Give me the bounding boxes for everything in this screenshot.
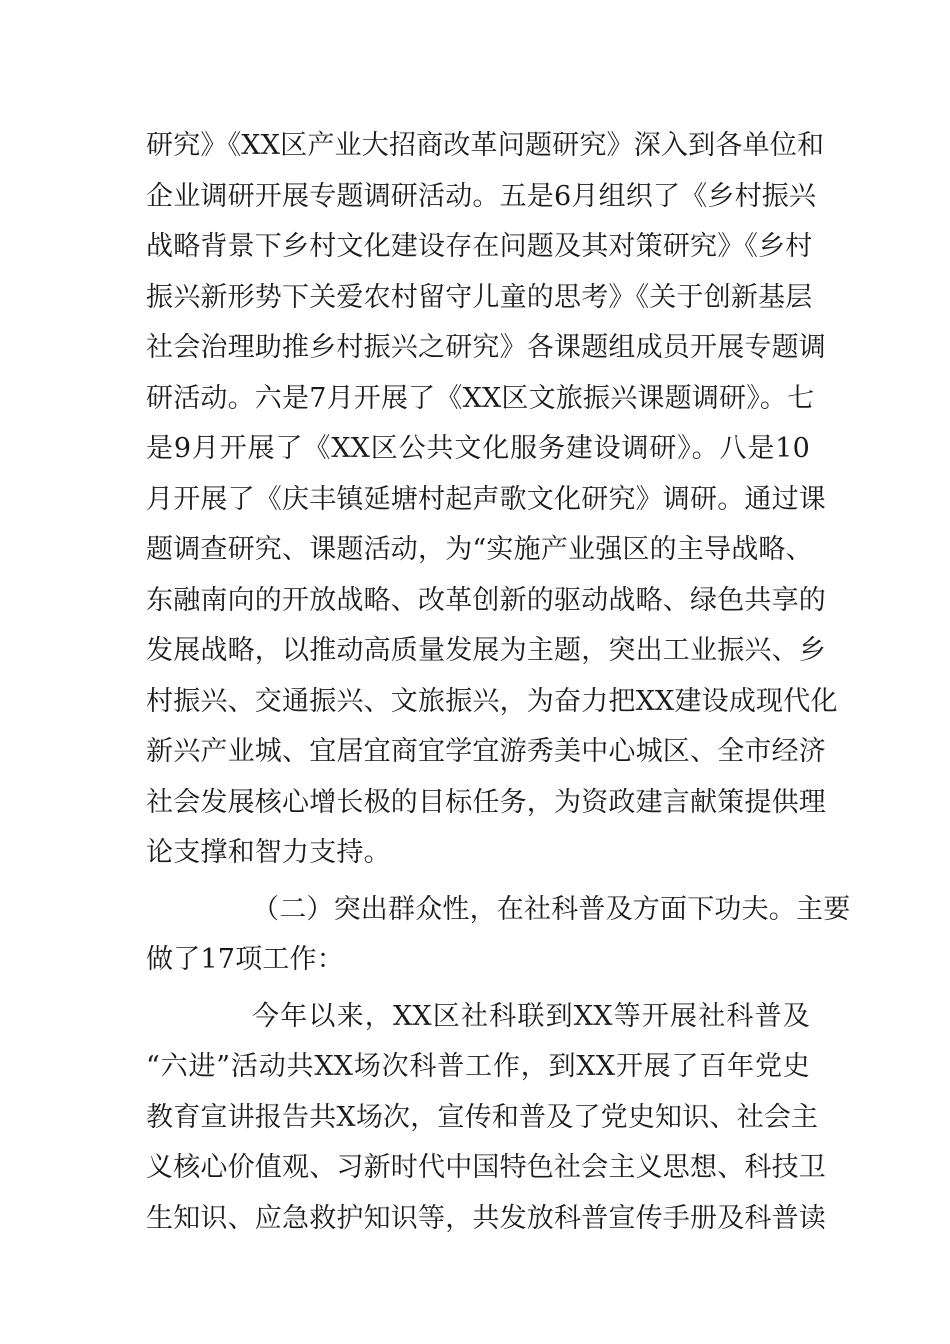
text-line: “六进”活动共XX场次科普工作，到XX开展了百年党史 [146,1051,810,1082]
section-heading-paragraph [146,885,851,986]
text-line: 研究》《XX区产业大招商改革问题研究》深入到各单位和 [146,130,825,161]
text-line: 教育宣讲报告共X场次，宣传和普及了党史知识、社会主 [146,1101,819,1133]
text-line: 研活动。六是7月开展了《XX区文旅振兴课题调研》。七 [146,382,815,414]
text-line: 村振兴、交通振兴、文旅振兴，为奋力把XX建设成现代化 [146,685,838,717]
text-line: 社会发展核心增长极的目标任务，为资政建言献策提供理 [146,786,826,818]
document-body [146,121,851,1244]
text-line: 东融南向的开放战略、改革创新的驱动战略、绿色共享的 [146,584,826,616]
text-line: 新兴产业城、宜居宜商宜学宜游秀美中心城区、全市经济 [146,736,826,767]
text-line: 做了17项工作： [146,944,344,975]
text-line: 战略背景下乡村文化建设存在问题及其对策研究》《乡村 [146,231,813,262]
text-line: 题调查研究、课题活动，为“实施产业强区的主导战略、 [146,534,813,565]
text-line: 论支撑和智力支持。 [146,837,391,868]
text-line: 月开展了《庆丰镇延塘村起声歌文化研究》调研。通过课 [146,483,826,515]
paragraph-science-popularization [146,992,826,1245]
section-heading-line: （二）突出群众性，在社科普及方面下功夫。主要 [252,893,851,925]
text-line: 振兴新形势下关爱农村留守儿童的思考》《关于创新基层 [146,281,813,313]
text-line: 今年以来，XX区社科联到XX等开展社科普及 [252,1000,810,1032]
text-line: 生知识、应急救护知识等，共发放科普宣传手册及科普读 [146,1202,826,1234]
paragraph-research-activities [146,121,838,879]
text-line: 义核心价值观、习新时代中国特色社会主义思想、科技卫 [146,1152,826,1183]
text-line: 发展战略，以推动高质量发展为主题，突出工业振兴、乡 [146,635,826,666]
text-line: 企业调研开展专题调研活动。五是6月组织了《乡村振兴 [146,180,817,212]
text-line: 社会治理助推乡村振兴之研究》各课题组成员开展专题调 [146,332,826,363]
text-line: 是9月开展了《XX区公共文化服务建设调研》。八是10 [146,433,810,464]
